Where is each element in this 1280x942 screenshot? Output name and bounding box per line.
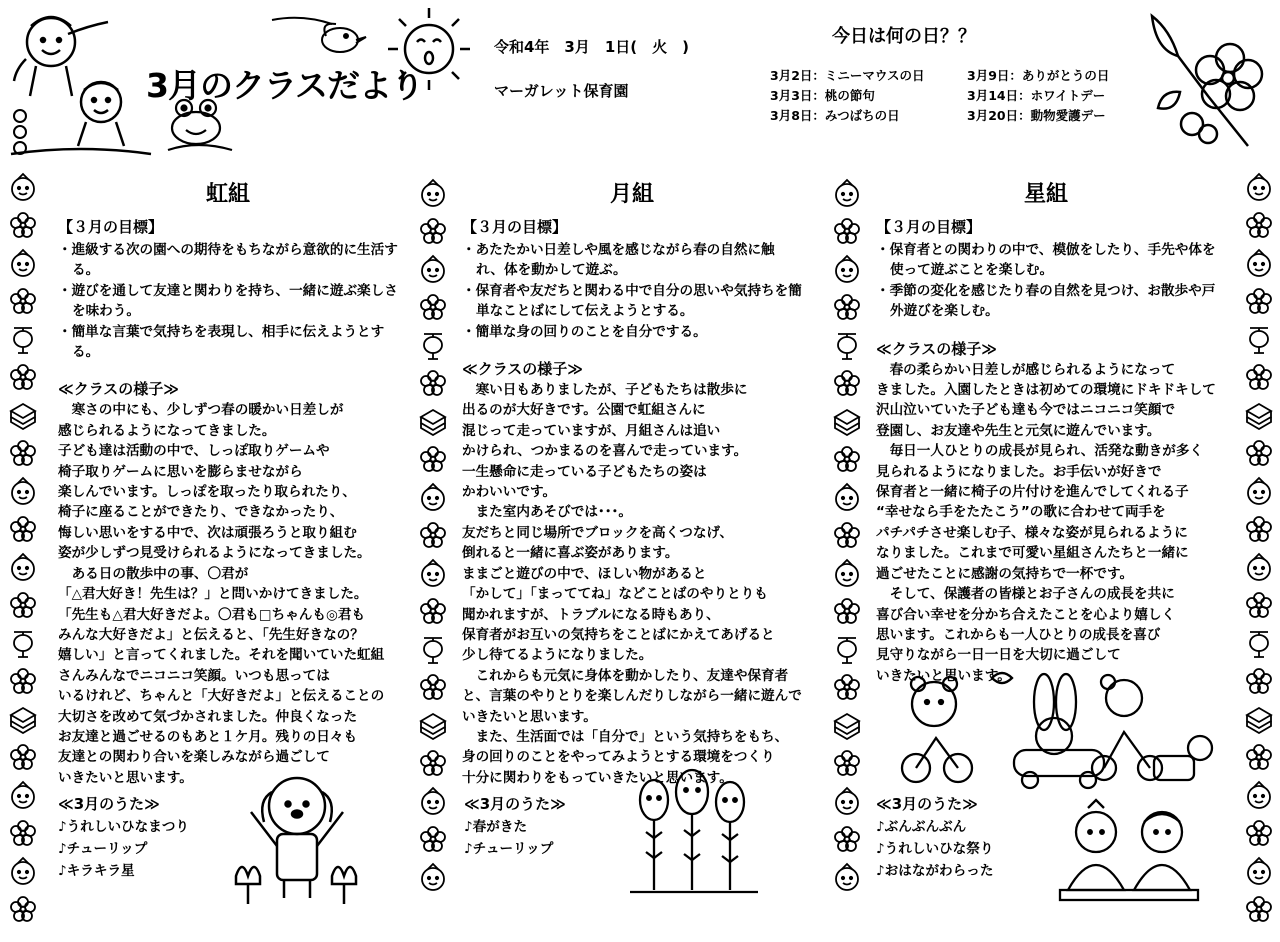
class-column-niji [58, 180, 398, 788]
song-item: ♪うれしいひなまつり [58, 819, 190, 835]
event-item: 3月9日：ありがとうの日 [967, 68, 1110, 83]
goal-item: ・あたたかい日差しや風を感じながら春の自然に触れ、体を動かして遊ぶ。 [462, 242, 775, 279]
songs-heading: ≪3月のうた≫ [464, 795, 566, 813]
flower-icon [8, 666, 38, 696]
issue-date: 令和4年 3月 1日( 火 ) [494, 38, 690, 56]
event-item: 3月8日：みつばちの日 [770, 108, 900, 123]
hina-face-icon [1244, 552, 1274, 582]
event-item: 3月20日：動物愛護デー [967, 108, 1106, 123]
flower-icon [418, 444, 448, 474]
state-heading: ≪クラスの様子≫ [462, 360, 583, 379]
flower-icon [418, 216, 448, 246]
hina-face-icon [832, 254, 862, 284]
hishimochi-icon [1244, 704, 1274, 734]
song-item: ♪チューリップ [58, 841, 148, 857]
animals-vehicles-illustration [894, 664, 1224, 794]
flower-icon [832, 596, 862, 626]
hina-face-icon [1244, 780, 1274, 810]
events-right-list [967, 66, 1109, 126]
lantern-icon [1244, 628, 1274, 658]
flower-icon [8, 286, 38, 316]
hina-face-icon [418, 178, 448, 208]
goal-item: ・遊びを通して友達と関わりを持ち、一緒に遊ぶ楽しさを味わう。 [58, 282, 398, 320]
goal-item: ・保育者との関わりの中で、模倣をしたり、手先や体を使って遊ぶことを楽しむ。 [876, 242, 1216, 279]
state-text: 春の柔らかい日差しが感じられるようになって きました。入園したときは初めての環境にドキドキして 沢山泣いていた子ども達も今ではニコニコ笑顔で 登園し、お友達や先生と元気に遊んでいます。 毎日一人ひとりの成長が見られ、活発な動きが多く 見られるようになりました。お手伝いが好きで 保育者と一緒に椅子の片付けを進んでしてくれる子 “幸せなら手をたたこう”の歌に合わせて両手を パチパチさせ楽しむ子、様々な姿が見られるように なりました。これまで可愛い星組さんたちと一緒に 過ごせたことに感謝の気持ちで一杯です。 そして、保護者の皆様とお子さんの成長を共に 喜び合い幸せを分かち合えたことを心より嬉しく 思います。これからも一人ひとりの成長を喜び 見守りながら一日一日を大切に過ごして いきたいと思います。 [876, 361, 1216, 684]
song-item: ♪チューリップ [464, 841, 554, 857]
page-title: 3月のクラスだより [146, 66, 423, 105]
hishimochi-icon [418, 710, 448, 740]
hishimochi-icon [8, 400, 38, 430]
class-name: 月組 [609, 182, 654, 207]
hina-face-icon [1244, 856, 1274, 886]
lantern-icon [1244, 324, 1274, 354]
flower-icon [8, 210, 38, 240]
hina-face-icon [8, 780, 38, 810]
flower-icon [8, 894, 38, 924]
songs-tsuki [464, 792, 566, 860]
lantern-icon [832, 634, 862, 664]
song-item: ♪キラキラ星 [58, 863, 135, 879]
lantern-icon [8, 324, 38, 354]
children-illustration [6, 4, 156, 164]
hishimochi-icon [418, 406, 448, 436]
hina-face-icon [832, 558, 862, 588]
hina-face-icon [832, 862, 862, 892]
flower-icon [1244, 818, 1274, 848]
hina-face-icon [8, 476, 38, 506]
hishimochi-icon [832, 710, 862, 740]
flower-icon [418, 596, 448, 626]
hina-face-icon [832, 482, 862, 512]
songs-heading: ≪3月のうた≫ [876, 795, 978, 813]
hina-face-icon [418, 482, 448, 512]
song-item: ♪ぶんぶんぶん [876, 819, 967, 835]
flower-icon [832, 368, 862, 398]
hina-face-icon [832, 178, 862, 208]
goals-heading: 【３月の目標】 [462, 218, 568, 236]
flower-icon [1244, 514, 1274, 544]
song-item: ♪春がきた [464, 819, 528, 835]
lantern-icon [832, 330, 862, 360]
hina-face-icon [1244, 476, 1274, 506]
flower-icon [832, 292, 862, 322]
hina-face-icon [418, 862, 448, 892]
event-item: 3月14日：ホワイトデー [967, 88, 1106, 103]
flower-icon [1244, 894, 1274, 924]
event-item: 3月2日：ミニーマウスの日 [770, 68, 925, 83]
goals-heading: 【３月の目標】 [876, 218, 982, 236]
hina-dolls-illustration [1056, 798, 1202, 902]
tsukushi-illustration [624, 768, 764, 898]
flower-icon [8, 590, 38, 620]
class-name: 星組 [1023, 182, 1068, 207]
song-item: ♪おはながわらった [876, 863, 994, 879]
flower-icon [418, 292, 448, 322]
flower-icon [418, 672, 448, 702]
class-column-tsuki [462, 180, 802, 788]
state-text: 寒さの中にも、少しずつ春の暖かい日差しが 感じられるようになってきました。 子ども達は活動の中で、しっぽ取りゲームや 椅子取りゲームに思いを膨らませながら 楽しんでいます。しっぽを取ったり取られたり、 椅子に座ることができたり、できなかったり、 悔しい思いをする中で、次は頑張ろうと取り組む 姿が少しずつ見受けられるようになってきました。 ある日の散歩中の事、〇君が 「△君大好き！先生は？」と問いかけてきました。 「先生も△君大好きだよ。〇君も□ちゃんも◎君も みんな大好きだよ」と伝えると、「先生好きなの？ 嬉しい」と言ってくれました。それを聞いていた虹組 さんみんなでニコニコ笑顔。いつも思っては いるけれど、ちゃんと「大好きだよ」と伝えることの 大切さを改めて気づかされました。仲良くなった お友達と過ごせるのもあと１ケ月。残りの日々も 友達との関わり合いを楽しみながら過ごして いきたいと思います。 [58, 402, 385, 786]
events-left-list [770, 66, 925, 126]
flower-icon [832, 748, 862, 778]
hina-face-icon [418, 786, 448, 816]
hishimochi-icon [8, 704, 38, 734]
class-column-hoshi [876, 180, 1216, 686]
flower-icon [418, 824, 448, 854]
songs-niji [58, 792, 189, 882]
goal-item: ・簡単な言葉で気持ちを表現し、相手に伝えようとする。 [58, 323, 385, 361]
flower-icon [8, 362, 38, 392]
hina-face-icon [832, 786, 862, 816]
hishimochi-icon [1244, 400, 1274, 430]
flower-icon [418, 368, 448, 398]
state-heading: ≪クラスの様子≫ [58, 380, 179, 399]
flower-icon [8, 514, 38, 544]
flower-icon [8, 818, 38, 848]
state-heading: ≪クラスの様子≫ [876, 339, 997, 358]
flower-icon [418, 748, 448, 778]
flower-icon [832, 520, 862, 550]
bird-illustration [268, 6, 378, 56]
hina-face-icon [8, 552, 38, 582]
event-item: 3月3日：桃の節句 [770, 88, 875, 103]
hina-face-icon [1244, 172, 1274, 202]
goal-item: ・進級する次の園への期待をもちながら意欲的に生活する。 [58, 242, 398, 279]
flower-icon [1244, 286, 1274, 316]
goal-item: ・季節の変化を感じたり春の自然を見つけ、お散歩や戸外遊びを楽しむ。 [876, 282, 1216, 320]
hina-face-icon [8, 172, 38, 202]
flower-icon [832, 216, 862, 246]
flower-icon [832, 444, 862, 474]
flower-icon [418, 520, 448, 550]
songs-heading: ≪3月のうた≫ [58, 795, 160, 813]
flower-icon [1244, 210, 1274, 240]
flower-icon [8, 742, 38, 772]
songs-hoshi [876, 792, 993, 882]
hina-face-icon [8, 856, 38, 886]
today-heading: 今日は何の日？？ [832, 26, 976, 47]
lantern-icon [418, 634, 448, 664]
lantern-icon [418, 330, 448, 360]
class-name: 虹組 [205, 182, 250, 207]
flower-illustration [1132, 12, 1277, 152]
hina-face-icon [418, 254, 448, 284]
flower-icon [1244, 742, 1274, 772]
goal-item: ・保育者や友だちと関わる中で自分の思いや気持ちを簡単なことばにして伝えようとする。 [462, 282, 802, 320]
goal-item: ・簡単な身の回りのことを自分でする。 [462, 323, 707, 340]
flower-icon [1244, 438, 1274, 468]
hina-face-icon [1244, 248, 1274, 278]
hina-face-icon [8, 248, 38, 278]
flower-icon [832, 824, 862, 854]
state-text: 寒い日もありましたが、子どもたちは散歩に 出るのが大好きです。公園で虹組さんに 混じって走っていますが、月組さんは追い かけられ、つかまるのを喜んで走っています。 一生懸命に走っている子どもたちの姿は かわいいです。 また室内あそびでは･･･。 友だちと同じ場所でブロックを高くつなげ、 倒れると一緒に喜ぶ姿があります。 ままごと遊びの中で、ほしい物があると 「かして」「まっててね」などことばのやりとりも 聞かれますが、トラブルになる時もあり、 保育者がお互いの気持ちをことばにかえてあげると 少し待てるようになりました。 これからも元気に身体を動かしたり、友達や保育者 と、言葉のやりとりを楽しんだりしながら一緒に遊んで いきたいと思います。 また、生活面では「自分で」という気持ちをもち、 身の回りのことをやってみようとする環境をつくり 十分に関わりをもっていきたいと思います。 [462, 382, 802, 786]
goals-heading: 【３月の目標】 [58, 218, 164, 236]
song-item: ♪うれしいひな祭り [876, 841, 994, 857]
dog-illustration [222, 766, 372, 906]
hina-face-icon [418, 558, 448, 588]
flower-icon [832, 672, 862, 702]
flower-icon [1244, 362, 1274, 392]
lantern-icon [8, 628, 38, 658]
flower-icon [1244, 590, 1274, 620]
school-name: マーガレット保育園 [494, 82, 629, 100]
flower-icon [1244, 666, 1274, 696]
flower-icon [8, 438, 38, 468]
hishimochi-icon [832, 406, 862, 436]
